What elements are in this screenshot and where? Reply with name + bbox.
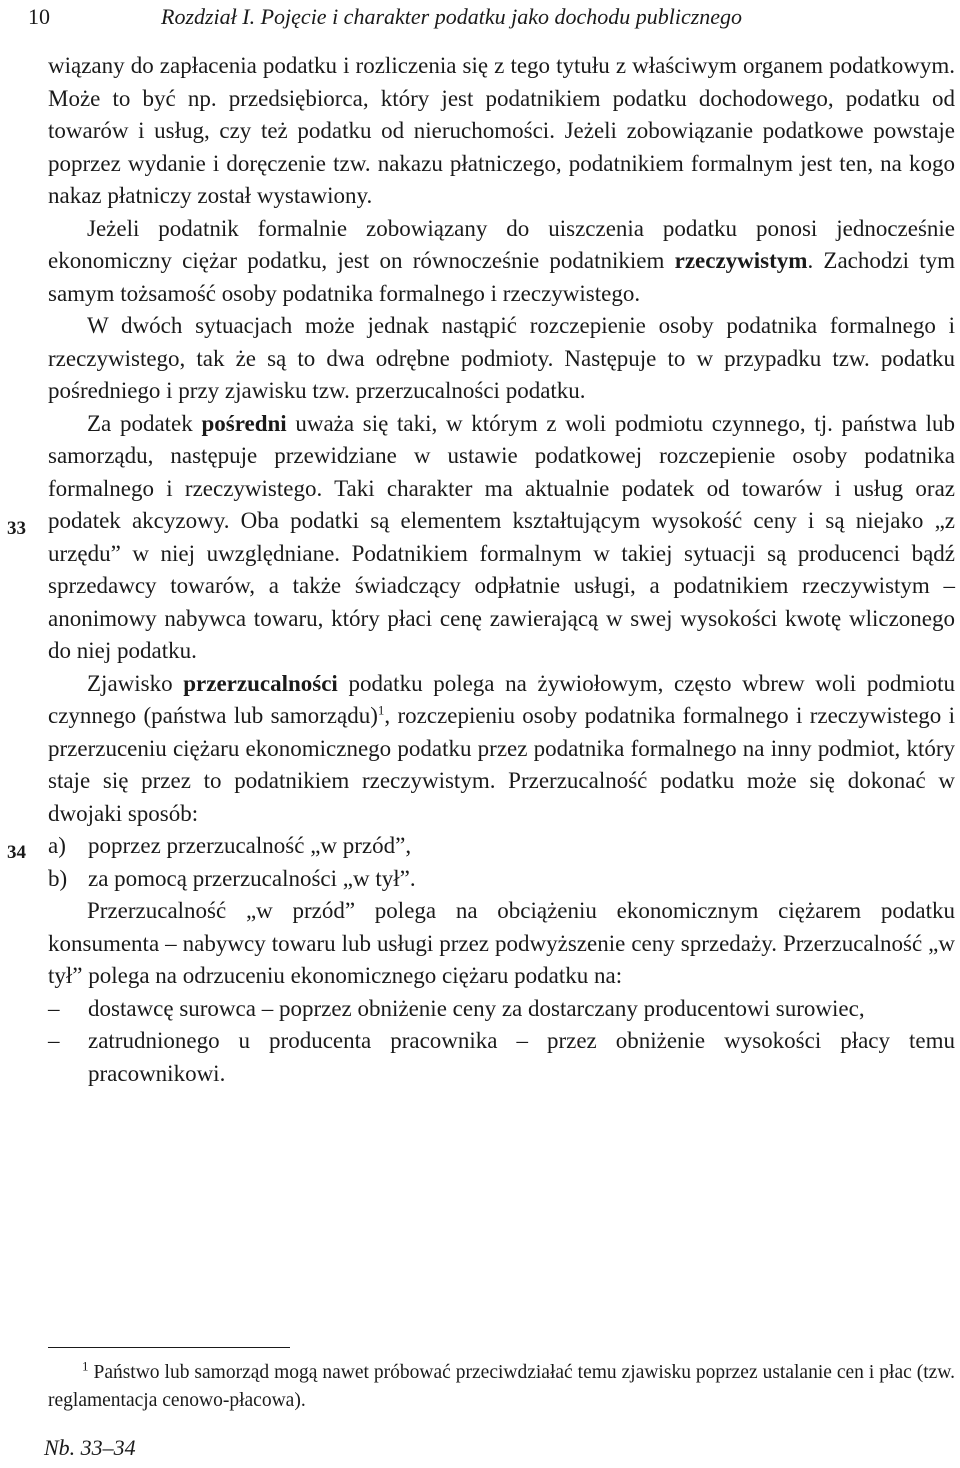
term-posredni: pośredni (201, 410, 287, 436)
page-number: 10 (28, 4, 50, 29)
dash-item-2: – zatrudnionego u producenta pracownika – przez obniżenie wysokości płacy temu pracownikowi. (48, 1028, 955, 1086)
margin-number-34: 34 (7, 842, 26, 863)
main-text (7, 50, 956, 1090)
paragraph-1: wiązany do zapłacenia podatku i rozliczenia się z tego tytułu z właściwym organem podatkowym. Może to być np. przedsiębiorca, który jest podatnikiem podatku dochodowego, podatku od towarów i usług, czy też podatku od nieruchomości. Jeżeli zobowiązanie podatkowe powstaje poprzez wydanie i doręczenie tzw. nakazu płatniczego, podatnikiem formalnym jest ten, na kogo nakaz płatniczy został wystawiony. (48, 53, 955, 208)
margin-number-33: 33 (7, 518, 26, 539)
paragraph-5: Zjawisko przerzucalności podatku polega na żywiołowym, często wbrew woli podmiotu czynnego (państwa lub samorządu)$^1$, rozczepieniu osoby podatnika formalnego i rzeczywistego i przerzuceniu ciężaru ekonomicznego podatku przez podatnika formalnego na inny podmiot, który staje się przez to podatnikiem rzeczywistym. Przerzucalność podatku może się dokonać w dwojaki sposób: (48, 670, 956, 826)
footnote-separator (48, 1347, 290, 1348)
paragraph-6: Przerzucalność „w przód” polega na obciążeniu ekonomicznym ciężarem podatku konsumenta – nabywcy towaru lub usługi przez podwyższenie ceny sprzedaży. Przerzucalność „w tył” polega na odrzuceniu ekonomicznego ciężaru podatku na: (48, 898, 955, 988)
paragraph-2: Jeżeli podatnik formalnie zobowiązany do uiszczenia podatku ponosi jednocześnie ekonomiczny ciężar podatku, jest on równocześnie podatnikiem rzeczywistym. Zachodzi tym samym tożsamość osoby podatnika formalnego i rzeczywistego. (48, 215, 955, 306)
footnote-ref: 1 (377, 702, 385, 718)
term-rzeczywistym: rzeczywistym (674, 248, 808, 273)
list-item-b: b) za pomocą przerzucalności „w tył”. (48, 865, 416, 891)
margin-number-range: Nb. 33–34 (44, 1435, 136, 1460)
footnote-number: 1 (82, 1358, 89, 1374)
chapter-title: Rozdział I. Pojęcie i charakter podatku jako dochodu publicznego (161, 4, 743, 29)
running-header (28, 2, 940, 32)
term-przerzucalnosci: przerzucalności (183, 670, 338, 696)
footnote: $^1$ Państwo lub samorząd mogą nawet próbować przeciwdziałać temu zjawisku poprzez ustalanie cen i płac (tzw. reglamentacja cenowo-płacowa). (48, 1358, 955, 1411)
list-item-a: a) poprzez przerzucalność „w przód”, (48, 833, 412, 858)
paragraph-3: W dwóch sytuacjach może jednak nastąpić rozczepienie osoby podatnika formalnego i rzeczywistego, tak że są to dwa odrębne podmioty. Następuje to w przypadku tzw. podatku pośredniego i przy zjawisku tzw. przerzucalności podatku. (48, 313, 955, 403)
paragraph-4: Za podatek pośredni uważa się taki, w którym z woli podmiotu czynnego, tj. państwa lub samorządu, następuje przewidziane w ustawie podatkowej rozczepienie osoby podatnika formalnego i rzeczywistego. Taki charakter ma aktualnie podatek od towarów i usług oraz podatek akcyzowy. Oba podatki są elementem kształtującym wysokość ceny i są niejako „z urzędu” w niej uwzględniane. Podatnikiem formalnym w takiej sytuacji są producenci bądź sprzedawcy towarów, a także świadczący odpłatnie usługi, a podatnikiem rzeczywistym – anonimowy nabywca towaru, który płaci cenę zawierającą w swej wysokości kwotę wliczonego do niej podatku. (48, 410, 955, 663)
dash-item-1: – dostawcę surowca – poprzez obniżenie ceny za dostarczany producentowi surowiec, (48, 995, 865, 1021)
